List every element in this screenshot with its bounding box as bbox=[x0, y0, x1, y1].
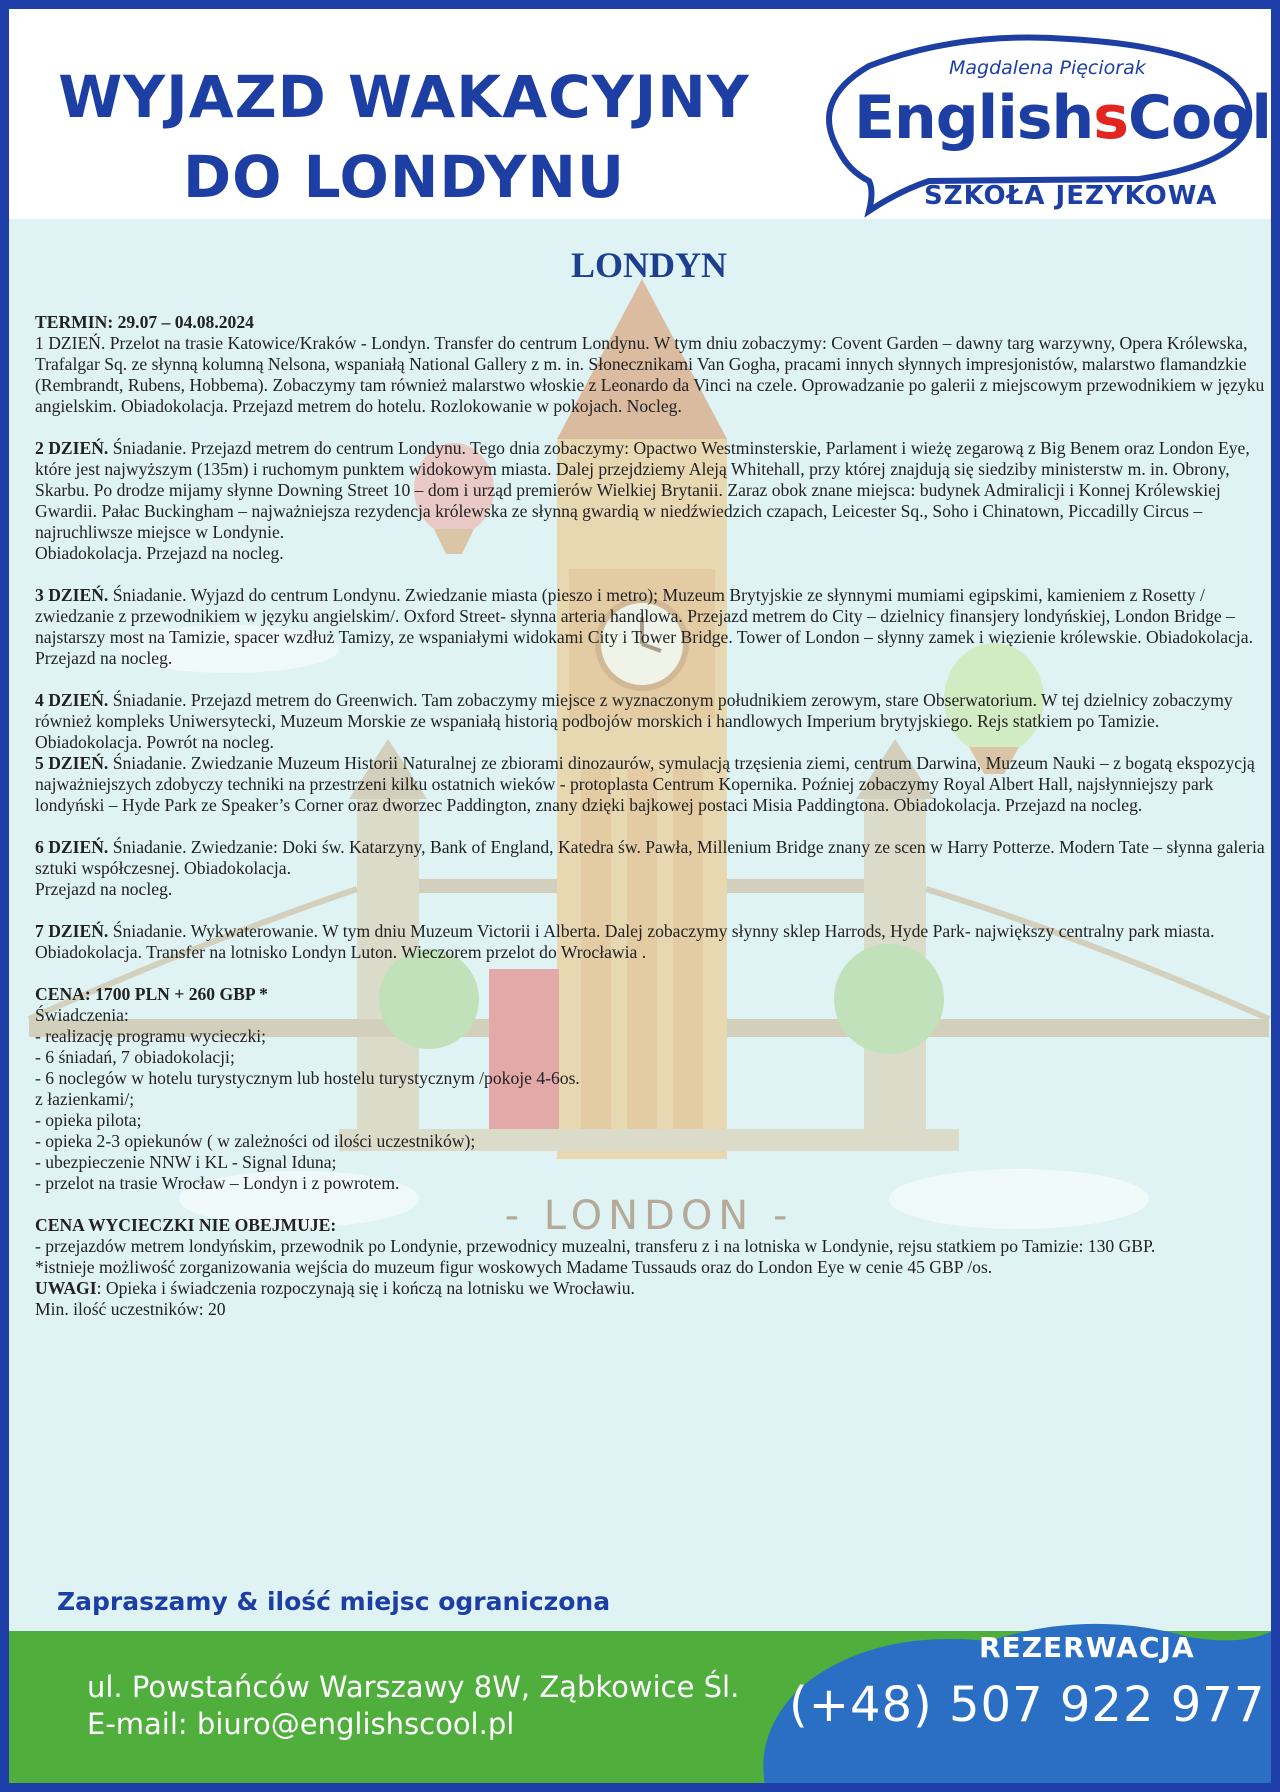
day-6: 6 DZIEŃ. Śniadanie. Zwiedzanie: Doki św. Katarzyny, Bank of England, Katedra św. Pawła, Millenium Bridge znany ze scen w Harry Potterze. Modern Tate – słynna galeria sztuki współczesnej. Obiadokolacja. bbox=[35, 837, 1265, 878]
list-item: - 6 noclegów w hotelu turystycznym lub hostelu turystycznym /pokoje 4-6os. bbox=[35, 1068, 580, 1088]
excludes-text: - przejazdów metrem londyńskim, przewodnik po Londynie, przewodnicy muzealni, transferu z i na lotniska w Londynie, rejsu statkiem po Tamizie: 130 GBP. bbox=[35, 1236, 1156, 1256]
page-title bbox=[39, 57, 769, 217]
day-3: 3 DZIEŃ. Śniadanie. Wyjazd do centrum Londynu. Zwiedzanie miasta (pieszo i metro); Muzeum Brytyjskie ze słynnymi mumiami egipskimi, kamieniem z Rosetty / zwiedzanie z przewodnikiem w języku angielskim/. Oxford Street- słynna arteria handlowa. Przejazd metrem do City – dzielnicy finansjery londyńskiej, London Bridge – najstarszy most na Tamizie, spacer wzdłuż Tamizy, ze wspaniałymi widokami City i Tower Bridge. Tower of London – słynny zamek i więzienie królewskie. Obiadokolacja. Przejazd na nocleg. bbox=[35, 585, 1254, 668]
logo-brand: EnglishsCool bbox=[854, 83, 1271, 153]
address: ul. Powstańców Warszawy 8W, Ząbkowice Śl. bbox=[87, 1670, 740, 1704]
term: TERMIN: 29.07 – 04.08.2024 bbox=[35, 312, 254, 332]
city-heading: LONDYN bbox=[570, 245, 727, 285]
price: CENA: 1700 PLN + 260 GBP * bbox=[35, 984, 268, 1004]
phone-number[interactable]: (+48) 507 922 977 bbox=[789, 1677, 1266, 1733]
invitation: Zapraszamy & ilość miejsc ograniczona bbox=[57, 1587, 611, 1616]
includes-list bbox=[35, 1026, 1265, 1194]
day-6-extra: Przejazd na nocleg. bbox=[35, 879, 173, 899]
min-participants: Min. ilość uczestników: 20 bbox=[35, 1299, 226, 1319]
list-item: - ubezpieczenie NNW i KL - Signal Iduna; bbox=[35, 1152, 337, 1172]
excludes-label: CENA WYCIECZKI NIE OBEJMUJE: bbox=[35, 1215, 337, 1235]
day-2: 2 DZIEŃ. Śniadanie. Przejazd metrem do centrum Londynu. Tego dnia zobaczymy: Opactwo Westminsterskie, Parlament i wieżę zegarową z Big Benem oraz London Eye, które jest najwyższym (135m) i ruchomym punktem widokowym miasta. Dalej przejdziemy Aleją Whitehall, przy której znajdują się siedziby ministerstw m. in. Obrony, Skarbu. Po drodze mijamy słynne Downing Street 10 – dom i urząd premierów Wielkiej Brytanii. Zaraz obok znane miejsca: budynek Admiralicji i Konnej Królewskiej Gwardii. Pałac Buckingham – najważniejsza rezydencja królewska ze słynną gwardią w niedźwiedzich czapach, Leicester Sq., Soho i Chinatown, Piccadilly Circus – najruchliwsze miejsce w Londynie. bbox=[35, 438, 1250, 542]
day-5: 5 DZIEŃ. Śniadanie. Zwiedzanie Muzeum Historii Naturalnej ze zbiorami dinozaurów, symulacją trzęsienia ziemi, centrum Darwina, Muzeum Nauki – z bogatą ekspozycją najważniejszych zdobyczy techniki na przestrzeni kilku ostatnich wieków - protoplasta Centrum Kopernika. Poźniej zobaczymy Royal Albert Hall, najsłynniejszy park londyński – Hyde Park ze Speaker’s Corner oraz dworzec Paddington, znany dzięki bajkowej postaci Misia Paddingtona. Obiadokolacja. Przejazd na nocleg. bbox=[35, 753, 1255, 815]
school-logo bbox=[809, 31, 1269, 231]
day-1: 1 DZIEŃ. Przelot na trasie Katowice/Kraków - Londyn. Transfer do centrum Londynu. W tym dniu zobaczymy: Covent Garden – dawny targ warzywny, Opera Królewska, Trafalgar Sq. ze słynną kolumną Nelsona, wspaniałą National Gallery z m. in. Słonecznikami Van Gogha, pracami innych słynnych impresjonistów, malarstwo flamandzkie (Rembrandt, Rubens, Hobbema). Zobaczymy tam również malarstwo włoskie z Leonardo da Vinci na czele. Oprowadzanie po galerii z miejscowym przewodnikiem w języku angielskim. Obiadokolacja. Przejazd metrem do hotelu. Rozlokowanie w pokojach. Nocleg. bbox=[35, 333, 1265, 416]
london-caption: - LONDON - bbox=[504, 1193, 794, 1239]
email[interactable]: E-mail: biuro@englishscool.pl bbox=[87, 1707, 515, 1741]
includes-label: Świadczenia: bbox=[35, 1005, 129, 1025]
title-line-1: WYJAZD WAKACYJNY bbox=[58, 63, 750, 131]
list-item: - opieka 2-3 opiekunów ( w zależności od ilości uczestników); bbox=[35, 1131, 476, 1151]
reservation-label: REZERWACJA bbox=[979, 1631, 1195, 1664]
remarks: UWAGI: Opieka i świadczenia rozpoczynają się i kończą na lotnisku we Wrocławiu. bbox=[35, 1278, 635, 1298]
day-2-extra: Obiadokolacja. Przejazd na nocleg. bbox=[35, 543, 284, 563]
itinerary bbox=[35, 312, 1265, 1320]
logo-author: Magdalena Pięciorak bbox=[949, 57, 1146, 79]
list-item: - realizację programu wycieczki; bbox=[35, 1026, 267, 1046]
logo-subtitle: SZKOŁA JEZYKOWA bbox=[924, 181, 1218, 211]
title-line-2: DO LONDYNU bbox=[183, 143, 625, 211]
list-item: - opieka pilota; bbox=[35, 1110, 142, 1130]
optional-note: *istnieje możliwość zorganizowania wejścia do muzeum figur woskowych Madame Tussauds oraz do London Eye w cenie 45 GBP /os. bbox=[35, 1257, 993, 1277]
list-item: z łazienkami/; bbox=[35, 1089, 135, 1109]
list-item: - przelot na trasie Wrocław – Londyn i z powrotem. bbox=[35, 1173, 400, 1193]
day-7: 7 DZIEŃ. Śniadanie. Wykwaterowanie. W tym dniu Muzeum Victorii i Alberta. Dalej zobaczymy słynny sklep Harrods, Hyde Park- największy centralny park miasta. Obiadokolacja. Transfer na lotnisko Londyn Luton. Wieczorem przelot do Wrocławia . bbox=[35, 921, 1215, 962]
day-4: 4 DZIEŃ. Śniadanie. Przejazd metrem do Greenwich. Tam zobaczymy miejsce z wyznaczonym południkiem zerowym, stare Obserwatorium. W tej dzielnicy zobaczymy również kompleks Uniwersytecki, Muzeum Morskie ze wspaniałą historią podbojów morskich i handlowych Imperium brytyjskiego. Rejs statkiem po Tamizie. Obiadokolacja. Powrót na nocleg. bbox=[35, 690, 1233, 752]
contact-info bbox=[87, 1669, 739, 1743]
list-item: - 6 śniadań, 7 obiadokolacji; bbox=[35, 1047, 235, 1067]
